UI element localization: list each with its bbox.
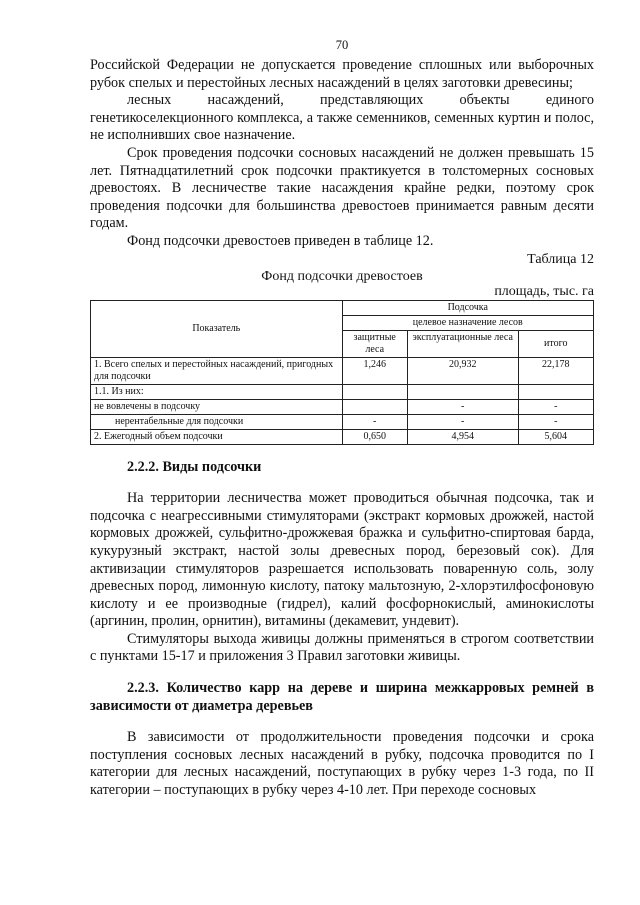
section-heading: 2.2.2. Виды подсочки [127,458,262,475]
header-group: Подсочка [342,300,593,315]
tapping-fund-table [90,300,594,445]
header-subgroup: целевое назначение лесов [342,315,593,330]
table-caption: Таблица 12 [527,251,594,267]
header-total: итого [518,330,593,357]
table-row [91,399,594,414]
paragraph: Фонд подсочки древостоев приведен в таблице 12. [127,232,434,249]
cell-protective [342,384,407,399]
paragraph: Стимуляторы выхода живицы должны применяться в строгом соответствии с пунктами 15-17 и приложения 3 Правил заготовки живицы. [90,630,594,665]
paragraph: Срок проведения подсочки сосновых насаждений не должен превышать 15 лет. Пятнадцатилетний срок подсочки практикуется в толстомерных сосновых древостоях. В лесничестве такие насаждения крайне редки, поэтому срок проведения подсочки для большинства древостоев принимается равным десяти годам. [90,144,594,232]
row-label: 2. Ежегодный объем подсочки [91,429,343,444]
row-label: не вовлечены в подсочку [91,399,343,414]
cell-protective: - [342,414,407,429]
cell-exploitable: 20,932 [407,357,518,384]
cell-total [518,384,593,399]
page-number: 70 [335,38,349,52]
header-protective: защитные леса [342,330,407,357]
document-page [90,38,594,800]
paragraph: В зависимости от продолжительности проведения подсочки и срока поступления сосновых лесных насаждений в рубку, подсочка проводится по I категории для лесных насаждений, поступающих в рубку через 1-3 года, по II категории – поступающих в рубку через 4-10 лет. При переходе сосновых [90,729,594,799]
cell-protective [342,399,407,414]
cell-exploitable: - [407,399,518,414]
header-exploitable: эксплуатационные леса [407,330,518,357]
paragraph: На территории лесничества может проводиться обычная подсочка, так и подсочка с неагрессивными стимуляторами (экстракт кормовых дрожжей, настой кормовых дрожжей, сульфитно-дрожжевая бражка и сульфитно-спиртовая барда, кукурузный экстракт, настой золы древесных пород, березовый сок). Для активизации стимуляторов разрешается использовать поваренную соль, золу древесных пород, лимонную кислоту, патоку мальтозную, 2-хлорэтилфосфоновую кислоту и ее производные (гидрел), калий фосфорнокислый, аминокислоты (аргинин, пролин, орнитин), витамины (декамевит, ундевит). [90,490,594,630]
cell-total: 5,604 [518,429,593,444]
table-title: Фонд подсочки древостоев [261,268,423,284]
cell-protective: 1,246 [342,357,407,384]
cell-exploitable: 4,954 [407,429,518,444]
cell-protective: 0,650 [342,429,407,444]
row-label: нерентабельные для подсочки [91,414,343,429]
row-label: 1.1. Из них: [91,384,343,399]
table-row [91,414,594,429]
header-indicator: Показатель [91,300,343,357]
table-row [91,384,594,399]
table-unit: площадь, тыс. га [494,283,594,299]
cell-exploitable: - [407,414,518,429]
table-header-row [91,300,594,315]
table-row [91,429,594,444]
paragraph: Российской Федерации не допускается проведение сплошных или выборочных рубок спелых и перестойных лесных насаждений в целях заготовки древесины; [90,57,594,91]
cell-total: - [518,414,593,429]
cell-exploitable [407,384,518,399]
cell-total: - [518,399,593,414]
cell-total: 22,178 [518,357,593,384]
table-row [91,357,594,384]
section-heading: 2.2.3. Количество карр на дереве и ширина межкарровых ремней в зависимости от диаметра деревьев [90,680,594,714]
row-label: 1. Всего спелых и перестойных насаждений, пригодных для подсочки [91,357,343,384]
paragraph: лесных насаждений, представляющих объекты единого генетикоселекционного комплекса, а также семенников, семенных куртин и полос, не исполнивших свое назначение. [90,92,594,144]
